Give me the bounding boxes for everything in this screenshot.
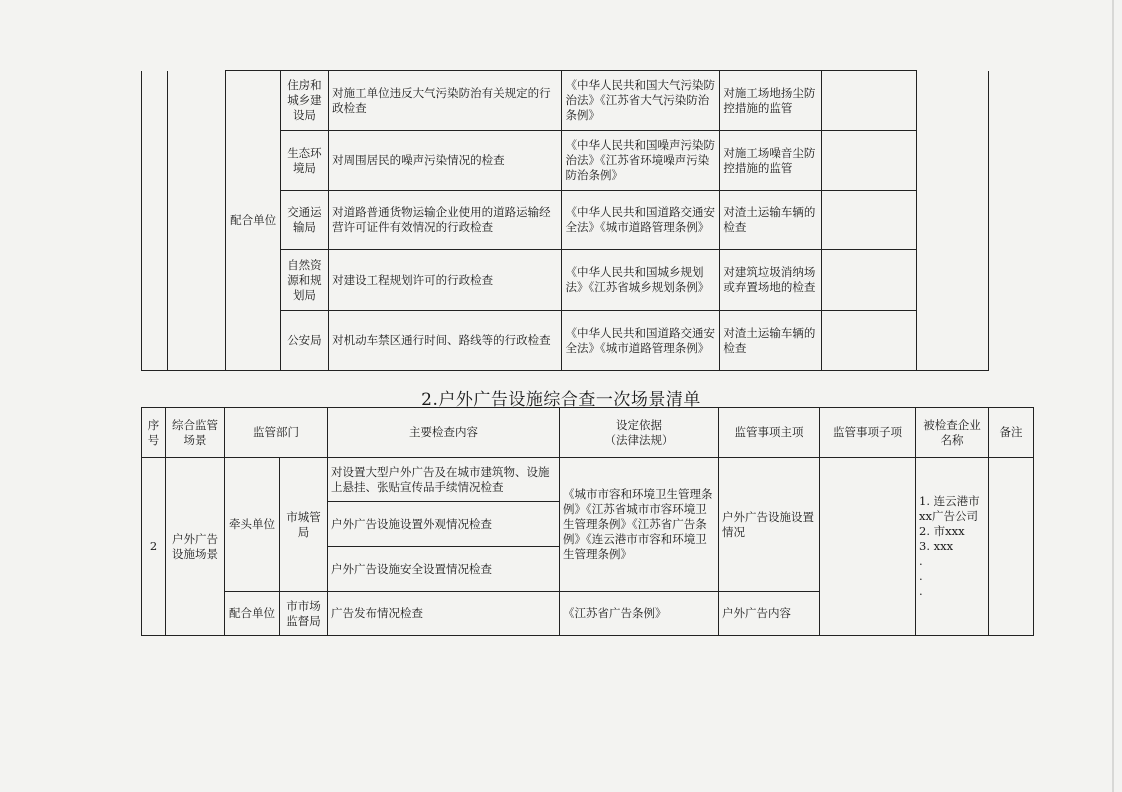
sub-item-cell — [821, 311, 916, 371]
header-scene: 综合监管场景 — [166, 408, 225, 458]
table-continuation — [141, 70, 989, 371]
table-row — [142, 458, 1034, 502]
header-content: 主要检查内容 — [328, 408, 560, 458]
header-basis-main: 设定依据 — [616, 417, 662, 432]
header-seq: 序号 — [142, 408, 166, 458]
basis-cell: 《江苏省广告条例》 — [560, 592, 719, 636]
seq-cell — [142, 71, 168, 371]
company-line: . — [919, 554, 923, 568]
sub-item-cell — [821, 71, 916, 131]
content-cell: 对周围居民的噪声污染情况的检查 — [329, 131, 562, 191]
sub-item-cell — [821, 191, 916, 250]
company-line: . — [919, 569, 923, 583]
sub-item-cell — [820, 458, 916, 636]
header-dept: 监管部门 — [225, 408, 328, 458]
coop-role-cell: 配合单位 — [225, 592, 280, 636]
content-cell: 户外广告设施设置外观情况检查 — [328, 502, 560, 547]
header-basis-sub: （法律法规） — [604, 432, 674, 447]
content-cell: 对建设工程规划许可的行政检查 — [329, 250, 562, 311]
basis-cell: 《中华人民共和国噪声污染防治法》《江苏省环境噪声污染防治条例》 — [562, 131, 720, 191]
content-cell: 广告发布情况检查 — [328, 592, 560, 636]
company-cell — [916, 71, 988, 371]
role-cell: 配合单位 — [226, 71, 280, 371]
dept-cell: 公安局 — [280, 311, 328, 371]
table-outdoor-ads — [141, 407, 1034, 636]
basis-cell: 《中华人民共和国大气污染防治法》《江苏省大气污染防治条例》 — [562, 71, 720, 131]
item-cell: 对施工场噪音尘防控措施的监管 — [720, 131, 822, 191]
sub-item-cell — [821, 131, 916, 191]
content-cell: 对机动车禁区通行时间、路线等的行政检查 — [329, 311, 562, 371]
item-cell: 对渣土运输车辆的检查 — [720, 311, 822, 371]
header-basis — [560, 408, 719, 458]
company-line: 1. 连云港市xx广告公司 — [919, 494, 980, 523]
item-cell: 户外广告设施设置情况 — [719, 458, 820, 592]
dept-cell: 住房和城乡建设局 — [280, 71, 328, 131]
company-cell — [916, 458, 989, 636]
company-line: 3. xxx — [919, 539, 954, 553]
content-cell: 对道路普通货物运输企业使用的道路运输经营许可证件有效情况的行政检查 — [329, 191, 562, 250]
header-company: 被检查企业名称 — [916, 408, 989, 458]
lead-dept-cell: 市城管局 — [280, 458, 328, 592]
header-remark: 备注 — [989, 408, 1034, 458]
item-cell: 对渣土运输车辆的检查 — [720, 191, 822, 250]
sub-item-cell — [821, 250, 916, 311]
basis-cell: 《中华人民共和国道路交通安全法》《城市道路管理条例》 — [562, 311, 720, 371]
item-cell: 对施工场地扬尘防控措施的监管 — [720, 71, 822, 131]
item-cell: 对建筑垃圾消纳场或弃置场地的检查 — [720, 250, 822, 311]
company-line: 2. 市xxx — [919, 524, 965, 538]
dept-cell: 自然资源和规划局 — [280, 250, 328, 311]
dept-cell: 交通运输局 — [280, 191, 328, 250]
item-cell: 户外广告内容 — [719, 592, 820, 636]
section-title: 2.户外广告设施综合查一次场景清单 — [421, 390, 701, 410]
header-sub-item: 监管事项子项 — [820, 408, 916, 458]
dept-cell: 生态环境局 — [280, 131, 328, 191]
lead-role-cell: 牵头单位 — [225, 458, 280, 592]
scene-cell — [168, 71, 226, 371]
remark-cell — [989, 458, 1034, 636]
basis-cell: 《城市市容和环境卫生管理条例》《江苏省城市市容环境卫生管理条例》《江苏省广告条例》《连云港市市容和环境卫生管理条例》 — [560, 458, 719, 592]
content-cell: 对设置大型户外广告及在城市建筑物、设施上悬挂、张贴宣传品手续情况检查 — [328, 458, 560, 502]
header-item: 监管事项主项 — [719, 408, 820, 458]
table-row — [142, 71, 989, 131]
basis-cell: 《中华人民共和国道路交通安全法》《城市道路管理条例》 — [562, 191, 720, 250]
coop-dept-cell: 市市场监督局 — [280, 592, 328, 636]
scene-cell: 户外广告设施场景 — [166, 458, 225, 636]
basis-cell: 《中华人民共和国城乡规划法》《江苏省城乡规划条例》 — [562, 250, 720, 311]
seq-cell: 2 — [142, 458, 166, 636]
content-cell: 对施工单位违反大气污染防治有关规定的行政检查 — [329, 71, 562, 131]
header-row — [142, 408, 1034, 458]
company-line: . — [919, 584, 923, 598]
content-cell: 户外广告设施安全设置情况检查 — [328, 547, 560, 592]
